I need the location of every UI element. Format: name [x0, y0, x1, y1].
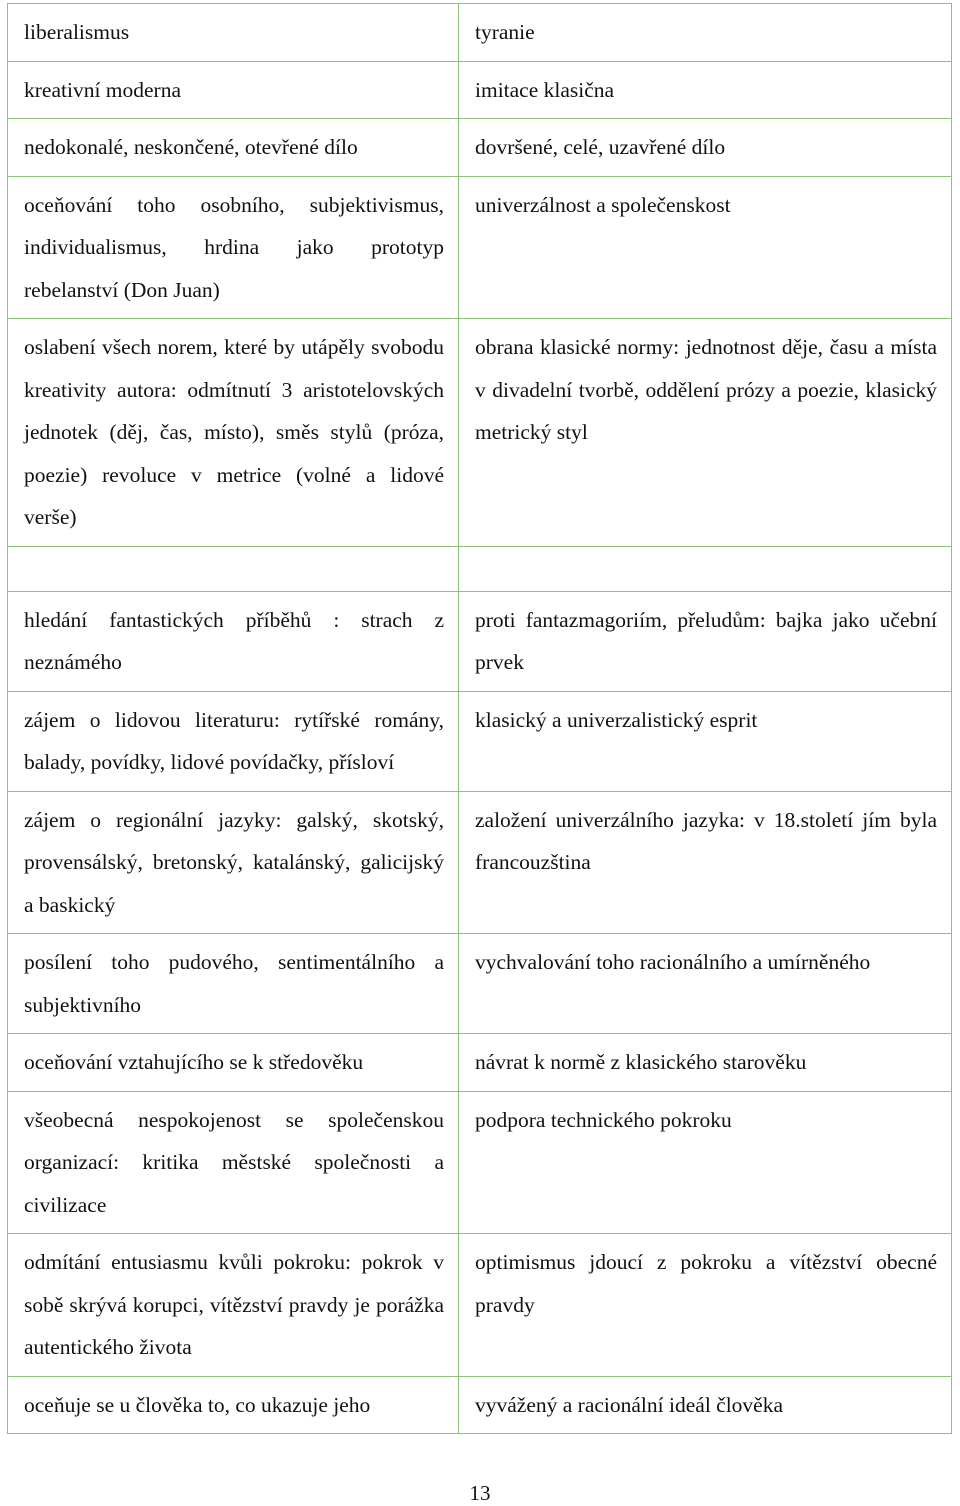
table-row	[8, 4, 952, 62]
cell-text: zájem o regionální jazyky: galský, skotský, provensálský, bretonský, katalánský, galicijský a baskický	[24, 807, 444, 917]
cell-text: liberalismus	[24, 20, 130, 44]
table-cell-left	[8, 61, 459, 119]
table-cell-right	[459, 1234, 952, 1377]
table-row	[8, 1376, 952, 1434]
cell-text: oslabení všech norem, které by utápěly svobodu kreativity autora: odmítnutí 3 aristotelovských jednotek (děj, čas, místo), směs stylů (próza, poezie) revoluce v metrice (volné a lidové verše)	[24, 335, 444, 529]
table-cell-right	[459, 119, 952, 177]
table-row	[8, 791, 952, 934]
cell-text: kreativní moderna	[24, 77, 182, 102]
cell-text: vychvalování toho racionálního a umírněného	[475, 950, 871, 974]
table-cell-left	[8, 176, 459, 319]
table-cell-right	[459, 176, 952, 319]
table-cell-right	[459, 791, 952, 934]
table-row	[8, 176, 952, 319]
table-row	[8, 1034, 952, 1092]
table-row	[8, 1234, 952, 1377]
table-cell-left	[8, 4, 459, 62]
table-cell-right	[459, 319, 952, 547]
cell-text: tyranie	[475, 20, 535, 44]
table-cell-right	[459, 591, 952, 691]
table-cell-left	[8, 1376, 459, 1434]
cell-text: obrana klasické normy: jednotnost děje, času a místa v divadelní tvorbě, oddělení prózy a poezie, klasický metrický styl	[475, 335, 937, 444]
table-cell-left	[8, 119, 459, 177]
table-cell-right	[459, 1034, 952, 1092]
table-cell-right	[459, 4, 952, 62]
cell-text: vyvážený a racionální ideál člověka	[475, 1392, 784, 1417]
cell-text: oceňování vztahujícího se k středověku	[24, 1050, 364, 1074]
table-row	[8, 934, 952, 1034]
table-row	[8, 591, 952, 691]
cell-text: posílení toho pudového, sentimentálního a subjektivního	[24, 950, 444, 1017]
table-cell-left	[8, 691, 459, 791]
table-cell-right	[459, 934, 952, 1034]
cell-text: oceňování toho osobního, subjektivismus, individualismus, hrdina jako prototyp rebelanství (Don Juan)	[24, 192, 444, 302]
table-cell-right	[459, 1091, 952, 1234]
cell-text: založení univerzálního jazyka: v 18.století jím byla francouzština	[475, 807, 937, 874]
table-row	[8, 119, 952, 177]
cell-text: hledání fantastických příběhů : strach z neznámého	[24, 607, 444, 674]
cell-text: imitace klasična	[475, 77, 615, 102]
table-cell-left	[8, 791, 459, 934]
cell-text: odmítání entusiasmu kvůli pokroku: pokrok v sobě skrývá korupci, vítězství pravdy je porážka autentického života	[24, 1250, 444, 1359]
cell-text: všeobecná nespokojenost se společenskou organizací: kritika městské společnosti a civilizace	[24, 1107, 444, 1217]
table-row	[8, 691, 952, 791]
cell-text: klasický a univerzalistický esprit	[475, 707, 758, 732]
table-row	[8, 319, 952, 547]
cell-text: univerzálnost a společenskost	[475, 192, 731, 217]
page-number: 13	[469, 1481, 491, 1505]
table-row	[8, 1091, 952, 1234]
table-cell-left	[8, 1234, 459, 1377]
table-row	[8, 61, 952, 119]
table-cell-right	[459, 546, 952, 591]
table-cell-left	[8, 1091, 459, 1234]
cell-text: proti fantazmagoriím, přeludům: bajka jako učební prvek	[475, 607, 937, 674]
cell-text: dovršené, celé, uzavřené dílo	[475, 135, 726, 159]
table-cell-left	[8, 591, 459, 691]
table-cell-left	[8, 546, 459, 591]
table-cell-right	[459, 691, 952, 791]
table-cell-left	[8, 319, 459, 547]
comparison-table-body	[8, 4, 952, 1434]
cell-text: optimismus jdoucí z pokroku a vítězství obecné pravdy	[475, 1250, 937, 1317]
table-cell-right	[459, 61, 952, 119]
table-row-empty	[8, 546, 952, 591]
comparison-table	[7, 3, 952, 1434]
table-cell-left	[8, 934, 459, 1034]
cell-text: oceňuje se u člověka to, co ukazuje jeho	[24, 1392, 371, 1417]
cell-text: zájem o lidovou literaturu: rytířské romány, balady, povídky, lidové povídačky, přísloví	[24, 707, 444, 774]
table-cell-left	[8, 1034, 459, 1092]
table-cell-right	[459, 1376, 952, 1434]
cell-text: nedokonalé, neskončené, otevřené dílo	[24, 135, 358, 159]
cell-text: návrat k normě z klasického starověku	[475, 1050, 807, 1074]
cell-text: podpora technického pokroku	[475, 1107, 732, 1132]
